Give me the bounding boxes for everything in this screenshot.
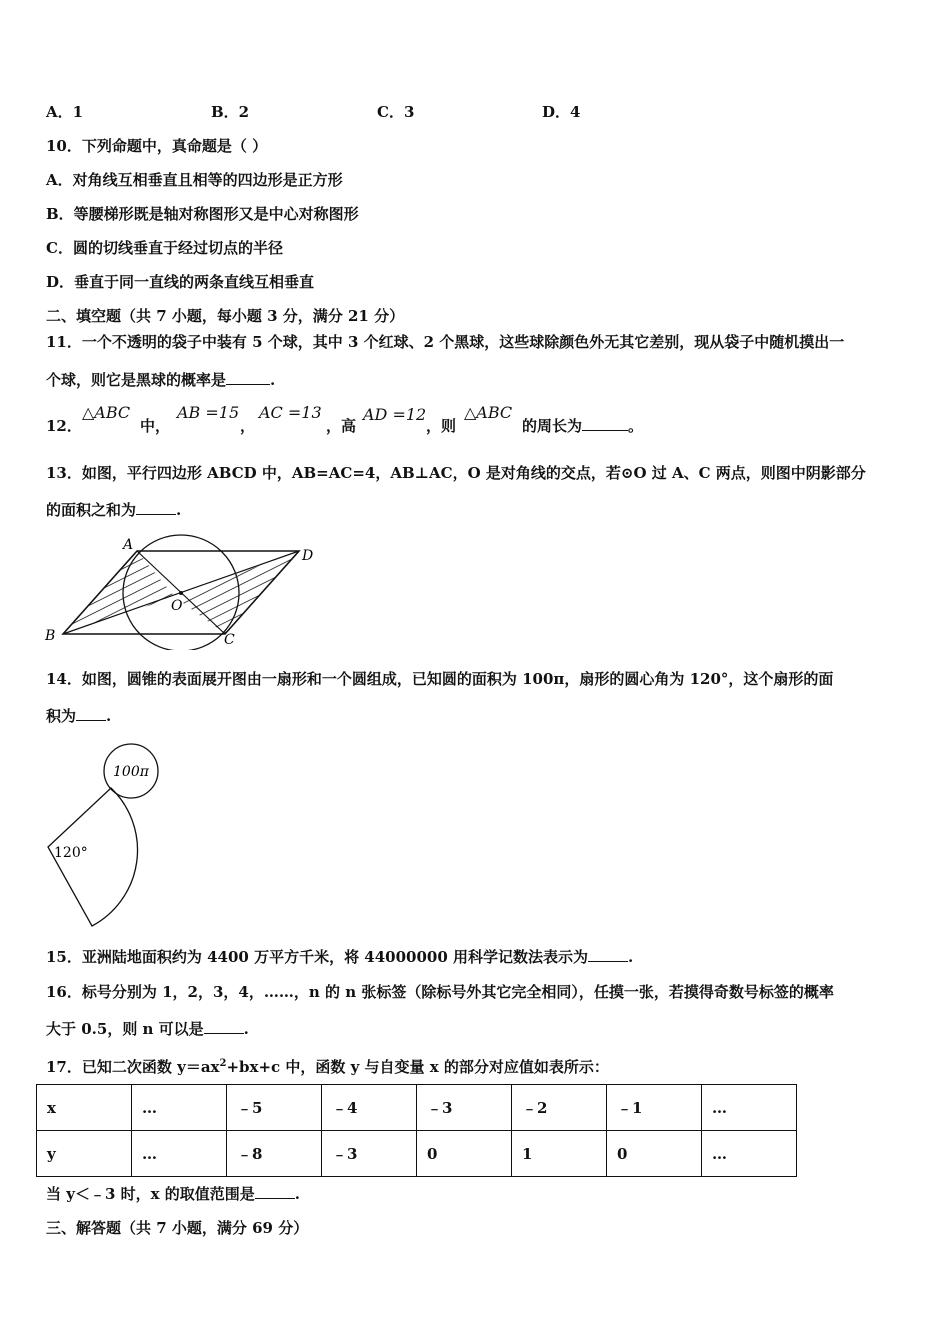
label-o: O bbox=[171, 598, 183, 614]
q16-line1: 16．标号分别为 1，2，3，4，……，n 的 n 张标签（除标号外其它完全相同），任摸一张，若摸得奇数号标签的概率 bbox=[46, 983, 834, 1001]
q12-ad: AD =12 bbox=[363, 405, 427, 424]
table-row bbox=[37, 1085, 797, 1131]
q12-comma-1: ， bbox=[240, 417, 256, 435]
q10-option-d: D．垂直于同一直线的两条直线互相垂直 bbox=[46, 273, 315, 291]
answer-blank bbox=[76, 706, 106, 721]
q9-option-d: D．4 bbox=[542, 103, 581, 121]
table-cell: 1 bbox=[512, 1131, 607, 1177]
table-cell: ﹣1 bbox=[607, 1085, 702, 1131]
q13-line2: 的面积之和为 . bbox=[46, 501, 182, 519]
q17-stem: 17．已知二次函数 $y=ax^2+bx+c$ 中，函数 y 与自变量 x 的部分对应值如表所示： bbox=[46, 1058, 609, 1076]
q12-triangle-1: △ABC bbox=[82, 403, 131, 422]
answer-blank bbox=[588, 947, 628, 962]
q14-figure bbox=[40, 735, 180, 935]
table-cell: ﹣8 bbox=[227, 1131, 322, 1177]
table-cell: x bbox=[37, 1085, 132, 1131]
table-cell: ﹣2 bbox=[512, 1085, 607, 1131]
answer-blank bbox=[204, 1019, 244, 1034]
q10-stem: 10．下列命题中，真命题是（ ） bbox=[46, 137, 268, 155]
label-d: D bbox=[302, 548, 314, 564]
angle-label: 120° bbox=[54, 845, 88, 861]
table-cell: ﹣5 bbox=[227, 1085, 322, 1131]
section-2-heading: 二、填空题（共 7 小题，每小题 3 分，满分 21 分） bbox=[46, 307, 405, 325]
table-cell: 0 bbox=[607, 1131, 702, 1177]
label-b: B bbox=[45, 628, 56, 644]
answer-blank bbox=[226, 370, 270, 385]
q10-option-c: C．圆的切线垂直于经过切点的半径 bbox=[46, 239, 283, 257]
table-cell: 0 bbox=[417, 1131, 512, 1177]
center-dot bbox=[179, 591, 183, 595]
answer-blank bbox=[255, 1184, 295, 1199]
q11-line2: 个球，则它是黑球的概率是 . bbox=[46, 371, 276, 389]
q9-option-c: C．3 bbox=[377, 103, 415, 121]
q12-ab: AB =15 bbox=[177, 403, 240, 422]
table-row bbox=[37, 1131, 797, 1177]
q10-option-a: A．对角线互相垂直且相等的四边形是正方形 bbox=[46, 171, 343, 189]
q13-figure bbox=[40, 530, 330, 650]
q12-then: ，则 bbox=[426, 417, 457, 435]
table-cell: ﹣3 bbox=[322, 1131, 417, 1177]
q12-triangle-2: △ABC bbox=[464, 403, 513, 422]
label-c: C bbox=[224, 632, 235, 648]
section-3-heading: 三、解答题（共 7 小题，满分 69 分） bbox=[46, 1219, 309, 1237]
table-cell: … bbox=[132, 1085, 227, 1131]
q13-line1: 13．如图，平行四边形 ABCD 中，AB=AC=4，AB⊥AC，O 是对角线的交点，若⊙O 过 A、C 两点，则图中阴影部分 bbox=[46, 464, 866, 482]
q11-line1: 11．一个不透明的袋子中装有 5 个球，其中 3 个红球、2 个黑球，这些球除颜色外无其它差别，现从袋子中随机摸出一 bbox=[46, 333, 845, 351]
table-cell: … bbox=[702, 1085, 797, 1131]
q12-num: 12． bbox=[46, 417, 82, 435]
q12-end: 的周长为 。 bbox=[522, 417, 644, 435]
answer-blank bbox=[136, 500, 176, 515]
q14-line2: 积为 . bbox=[46, 707, 112, 725]
table-cell: ﹣4 bbox=[322, 1085, 417, 1131]
q12-text-mid: 中， bbox=[140, 417, 171, 435]
q17-after: 当 y＜﹣3 时，x 的取值范围是 . bbox=[46, 1185, 300, 1203]
q12-ac: AC =13 bbox=[259, 403, 322, 422]
q9-option-b: B．2 bbox=[211, 103, 250, 121]
answer-blank bbox=[582, 416, 628, 431]
q12-height-text: ，高 bbox=[326, 417, 357, 435]
q14-line1: 14．如图，圆锥的表面展开图由一扇形和一个圆组成，已知圆的面积为 100π，扇形的圆心角为 120°，这个扇形的面 bbox=[46, 670, 834, 688]
label-a: A bbox=[123, 537, 134, 553]
table-cell: ﹣3 bbox=[417, 1085, 512, 1131]
table-cell: … bbox=[702, 1131, 797, 1177]
circle-label: 100π bbox=[113, 764, 149, 780]
q9-option-a: A．1 bbox=[46, 103, 84, 121]
table-cell: y bbox=[37, 1131, 132, 1177]
q16-line2: 大于 0.5，则 n 可以是 . bbox=[46, 1020, 249, 1038]
q15: 15．亚洲陆地面积约为 4400 万平方千米，将 44000000 用科学记数法表示为 . bbox=[46, 948, 634, 966]
table-cell: … bbox=[132, 1131, 227, 1177]
value-table bbox=[36, 1084, 797, 1177]
q10-option-b: B．等腰梯形既是轴对称图形又是中心对称图形 bbox=[46, 205, 359, 223]
